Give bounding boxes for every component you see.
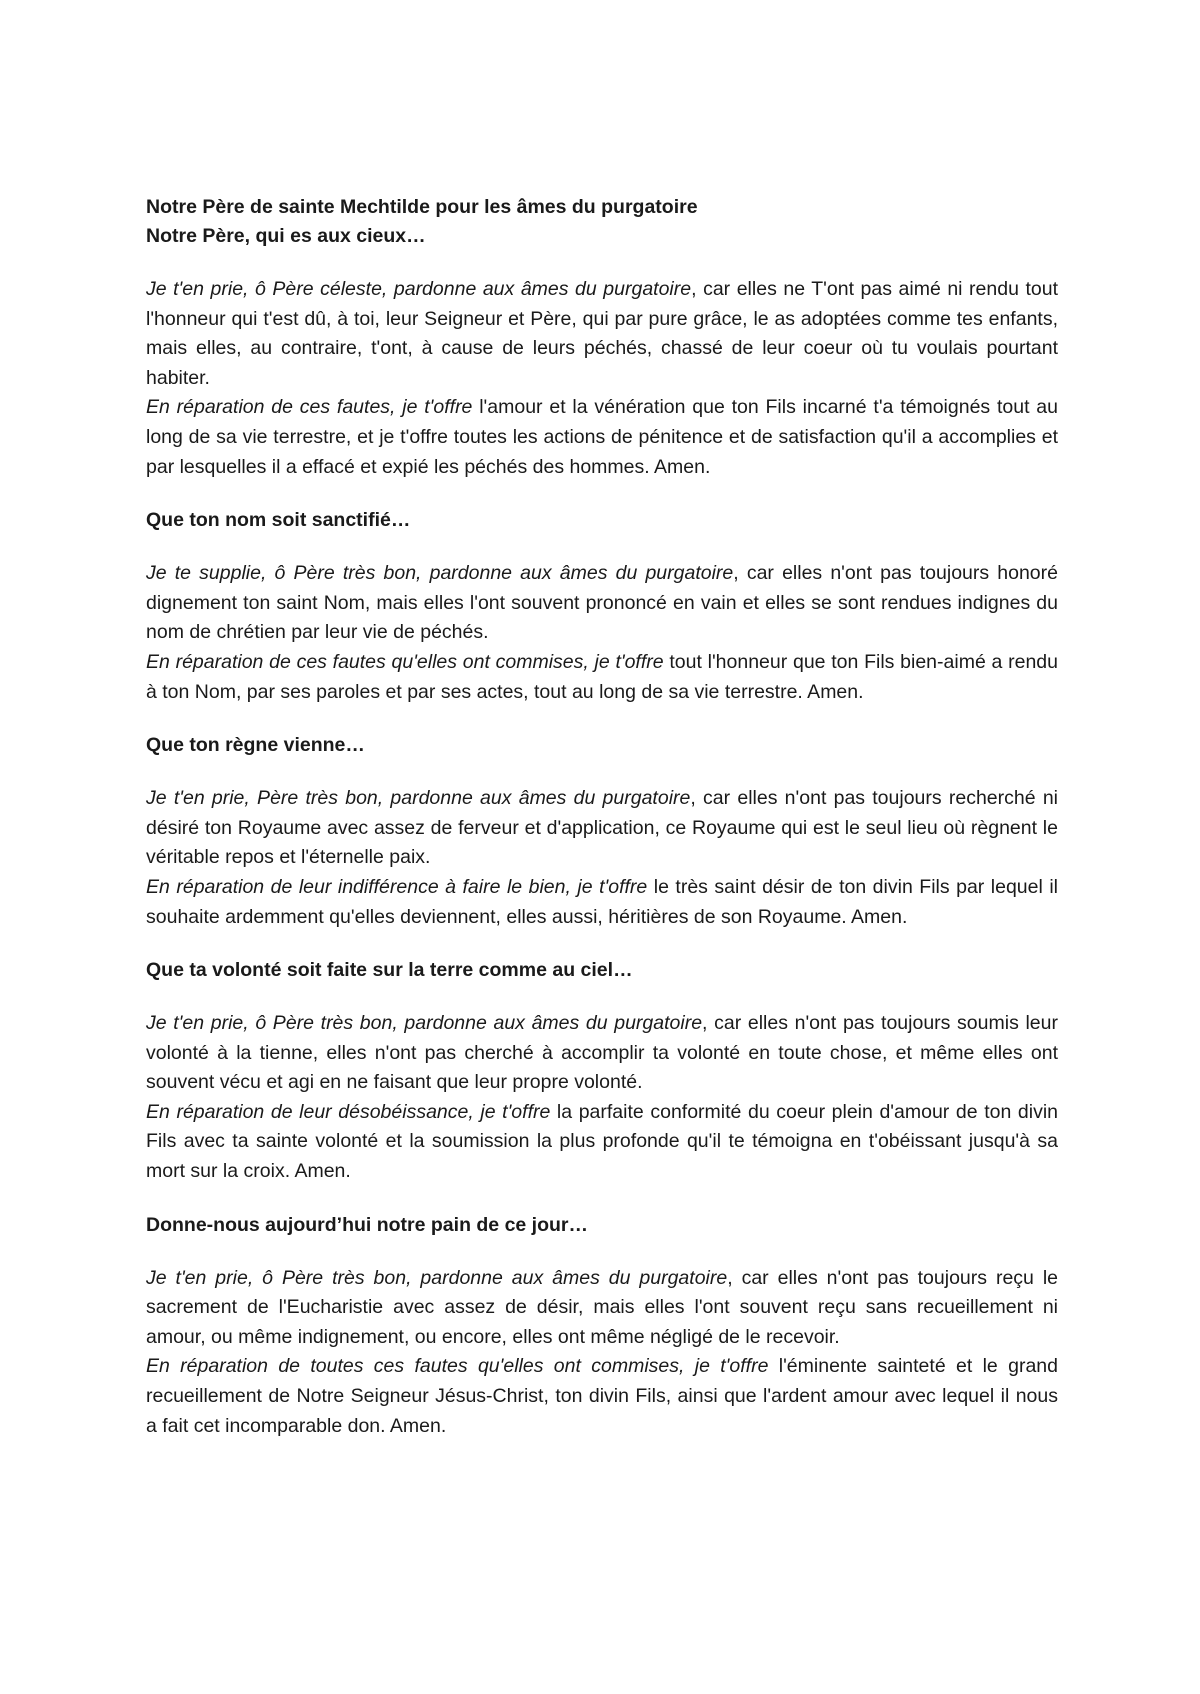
prayer-paragraph bbox=[146, 784, 1058, 873]
prayer-text: , car elles n'ont pas toujours recherché ni désiré ton Royaume avec assez de ferveur et d'application, ce Royaume qui est le seul lieu où règnent le véritable repos et l'éternelle paix. bbox=[146, 787, 1058, 869]
prayer-section bbox=[146, 275, 1058, 482]
reparation-intro: En réparation de ces fautes qu'elles ont commises, je t'offre bbox=[146, 650, 664, 673]
reparation-paragraph bbox=[146, 1352, 1058, 1441]
document-subtitle: Notre Père, qui es aux cieux… bbox=[146, 225, 426, 247]
section-heading: Que ta volonté soit faite sur la terre comme au ciel… bbox=[146, 959, 633, 982]
prayer-paragraph bbox=[146, 559, 1058, 648]
prayer-text: , car elles n'ont pas toujours soumis leur volonté à la tienne, elles n'ont pas cherché à accomplir ta volonté en toute chose, et même elles ont souvent vécu et agi en ne faisant que leur propre volonté. bbox=[146, 1012, 1058, 1094]
section-heading: Que ton nom soit sanctifié… bbox=[146, 509, 411, 532]
reparation-text: tout l'honneur que ton Fils bien-aimé a rendu à ton Nom, par ses paroles et par ses actes, tout au long de sa vie terrestre. Amen. bbox=[146, 650, 1058, 703]
reparation-paragraph bbox=[146, 648, 1058, 707]
reparation-text: l'éminente sainteté et le grand recueillement de Notre Seigneur Jésus-Christ, ton divin Fils, ainsi que l'ardent amour avec lequel il nous a fait cet incomparable don. Amen. bbox=[146, 1355, 1058, 1437]
reparation-intro: En réparation de ces fautes, je t'offre bbox=[146, 396, 473, 419]
prayer-paragraph bbox=[146, 1009, 1058, 1098]
prayer-intro: Je te supplie, ô Père très bon, pardonne aux âmes du purgatoire bbox=[146, 562, 734, 585]
reparation-intro: En réparation de toutes ces fautes qu'elles ont commises, je t'offre bbox=[146, 1355, 769, 1378]
section-heading: Que ton règne vienne… bbox=[146, 734, 365, 757]
prayer-text: , car elles n'ont pas toujours honoré dignement ton saint Nom, mais elles l'ont souvent prononcé en vain et elles se sont rendues indignes du nom de chrétien par leur vie de péchés. bbox=[146, 562, 1058, 644]
prayer-paragraph bbox=[146, 275, 1058, 393]
prayer-section bbox=[146, 506, 1058, 707]
prayer-text: , car elles ne T'ont pas aimé ni rendu tout l'honneur qui t'est dû, à toi, leur Seigneur et Père, qui par pure grâce, le as adoptées comme tes enfants, mais elles, au contraire, t'ont, à cause de leurs péchés, chassé de leur coeur où tu voulais pourtant habiter. bbox=[146, 278, 1059, 389]
prayer-intro: Je t'en prie, Père très bon, pardonne aux âmes du purgatoire bbox=[146, 787, 691, 810]
prayer-section bbox=[146, 956, 1058, 1187]
prayer-text: , car elles n'ont pas toujours reçu le sacrement de l'Eucharistie avec assez de désir, mais elles l'ont souvent reçu sans recueillement ni amour, ou même indignement, ou encore, elles ont même négligé de le recevoir. bbox=[146, 1266, 1058, 1348]
section-heading: Donne-nous aujourd’hui notre pain de ce jour… bbox=[146, 1213, 589, 1236]
reparation-paragraph bbox=[146, 873, 1058, 932]
prayer-paragraph bbox=[146, 1264, 1058, 1353]
prayer-section bbox=[146, 1211, 1058, 1442]
prayer-section bbox=[146, 731, 1058, 932]
prayer-intro: Je t'en prie, ô Père céleste, pardonne aux âmes du purgatoire bbox=[146, 278, 692, 300]
reparation-intro: En réparation de leur indifférence à faire le bien, je t'offre bbox=[146, 875, 648, 898]
document-title: Notre Père de sainte Mechtilde pour les âmes du purgatoire bbox=[146, 196, 698, 218]
document-page bbox=[146, 193, 1058, 1441]
reparation-text: l'amour et la vénération que ton Fils incarné t'a témoignés tout au long de sa vie terrestre, et je t'offre toutes les actions de pénitence et de satisfaction qu'il a accomplies et par lesquelles il a effacé et expié les péchés des hommes. Amen. bbox=[146, 396, 1058, 478]
reparation-paragraph bbox=[146, 1098, 1058, 1187]
reparation-intro: En réparation de leur désobéissance, je t'offre bbox=[146, 1100, 551, 1123]
reparation-text: le très saint désir de ton divin Fils par lequel il souhaite ardemment qu'elles deviennent, elles aussi, héritières de son Royaume. Amen. bbox=[146, 875, 1058, 928]
reparation-text: la parfaite conformité du coeur plein d'amour de ton divin Fils avec ta sainte volonté et la soumission la plus profonde qu'il te témoigna en t'obéissant jusqu'à sa mort sur la croix. Amen. bbox=[146, 1100, 1059, 1183]
prayer-intro: Je t'en prie, ô Père très bon, pardonne aux âmes du purgatoire bbox=[146, 1012, 703, 1035]
reparation-paragraph bbox=[146, 393, 1058, 482]
prayer-intro: Je t'en prie, ô Père très bon, pardonne aux âmes du purgatoire bbox=[146, 1266, 728, 1289]
